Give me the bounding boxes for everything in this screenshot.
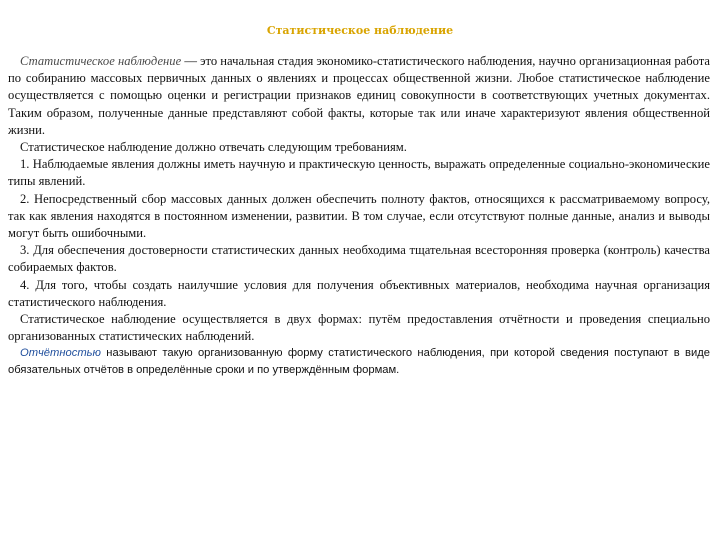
reporting-term: Отчётностью (20, 347, 101, 360)
requirement-item-1: 1. Наблюдаемые явления должны иметь научную и практическую ценность, выражать определенные социально-экономические типы явлений. (8, 157, 710, 189)
requirement-item-4: 4. Для того, чтобы создать наилучшие условия для получения объективных материалов, необходима научная организация статистического наблюдения. (8, 277, 710, 309)
document-body (8, 53, 710, 379)
requirement-item-2: 2. Непосредственный сбор массовых данных должен обеспечить полноту фактов, относящихся к рассматриваемому вопросу, так как явления находятся в постоянном изменении, развитии. В том случае, если отсутствуют полные данные, анализ и выводы могут быть ошибочными. (8, 191, 710, 241)
page-title: Статистическое наблюдение (266, 24, 454, 37)
definition-term: Статистическое наблюдение (20, 54, 182, 68)
requirements-intro: Статистическое наблюдение должно отвечать следующим требованиям. (20, 140, 407, 155)
definition-text: — это начальная стадия экономико-статистического наблюдения, научно организационная работа по собиранию массовых первичных данных о явлениях и процессах общественной жизни. Любое статистическое наблюдение осуществляется с помощью оценки и регистрации признаков единиц совокупности в соответствующих учетных документах. Таким образом, полученные данные представляют собой факты, которые так или иначе характеризуют явления общественной жизни. (8, 54, 711, 137)
reporting-text: называют такую организованную форму статистического наблюдения, при которой сведения поступают в виде обязательных отчётов в определённые сроки и по утверждённым формам. (8, 347, 710, 377)
reporting-paragraph (8, 345, 710, 379)
definition-paragraph (8, 53, 710, 139)
forms-paragraph: Статистическое наблюдение осуществляется в двух формах: путём предоставления отчётности и проведения специально организованных статистических наблюдений. (8, 312, 710, 344)
requirement-item-3: 3. Для обеспечения достоверности статистических данных необходима тщательная всесторонняя проверка (контроль) качества собираемых фактов. (8, 243, 710, 275)
